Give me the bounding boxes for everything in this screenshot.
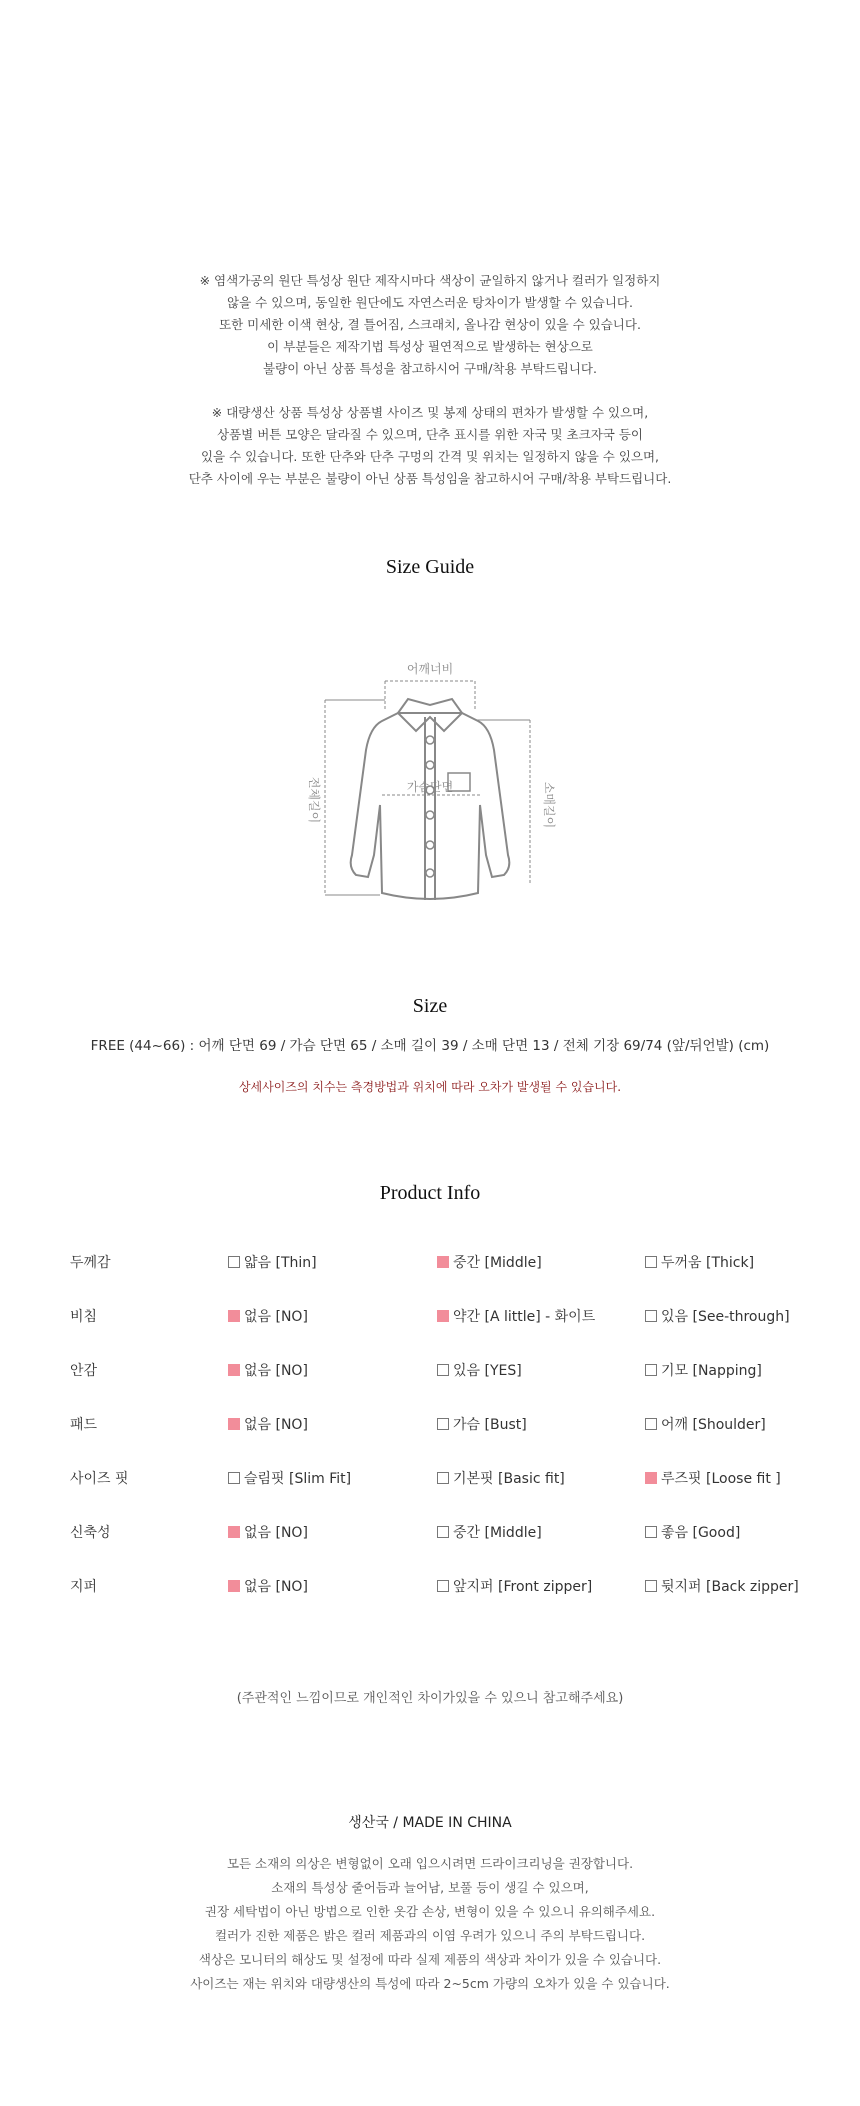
notice-line: 단추 사이에 우는 부분은 불량이 아닌 상품 특성임을 참고하시어 구매/착용 부탁드립니다. [188, 471, 672, 486]
checked-box-icon [228, 1310, 240, 1322]
info-option [437, 1468, 565, 1488]
shoulder-label: 어깨너비 [406, 662, 454, 676]
info-option [437, 1306, 595, 1326]
info-option-text: 뒷지퍼 [Back zipper] [661, 1579, 799, 1595]
info-option-text: 기모 [Napping] [661, 1363, 762, 1379]
checked-box-icon [645, 1472, 657, 1484]
length-label: 전체길이 [307, 776, 321, 824]
unchecked-box-icon [645, 1580, 657, 1592]
care-line: 컬러가 진한 제품은 밝은 컬러 제품과의 이염 우려가 있으니 주의 부탁드립니다. [214, 1928, 646, 1943]
unchecked-box-icon [645, 1256, 657, 1268]
info-row [0, 1522, 860, 1546]
notice-line: 불량이 아닌 상품 특성을 참고하시어 구매/착용 부탁드립니다. [263, 361, 597, 376]
info-row [0, 1576, 860, 1600]
care-instructions [0, 1852, 860, 1996]
info-row-label: 안감 [70, 1363, 98, 1379]
info-row [0, 1252, 860, 1276]
info-option [645, 1360, 762, 1380]
product-info-note: (주관적인 느낌이므로 개인적인 차이가있을 수 있으니 참고해주세요) [236, 1691, 624, 1706]
info-option-text: 두꺼움 [Thick] [661, 1255, 755, 1271]
unchecked-box-icon [437, 1580, 449, 1592]
info-option-text: 약간 [A little] - 화이트 [453, 1309, 596, 1325]
info-row [0, 1414, 860, 1438]
info-row-label: 두께감 [70, 1255, 111, 1271]
info-option-text: 가슴 [Bust] [453, 1417, 527, 1433]
info-option-text: 좋음 [Good] [661, 1525, 741, 1541]
checked-box-icon [228, 1364, 240, 1376]
notice-line: 상품별 버튼 모양은 달라질 수 있으며, 단추 표시를 위한 자국 및 초크자국 등이 [217, 427, 643, 442]
unchecked-box-icon [228, 1472, 240, 1484]
info-option [645, 1306, 790, 1326]
checked-box-icon [228, 1580, 240, 1592]
info-row [0, 1306, 860, 1330]
unchecked-box-icon [437, 1472, 449, 1484]
shirt-size-diagram [290, 655, 570, 910]
notice-line: 있을 수 있습니다. 또한 단추와 단추 구멍의 간격 및 위치는 일정하지 않을 수 있으며, [200, 449, 660, 464]
notice-line: 이 부분들은 제작기법 특성상 필연적으로 발생하는 현상으로 [267, 339, 593, 354]
unchecked-box-icon [645, 1310, 657, 1322]
info-option [437, 1576, 592, 1596]
info-option-text: 없음 [NO] [244, 1579, 308, 1595]
info-option-text: 얇음 [Thin] [244, 1255, 317, 1271]
care-line: 권장 세탁법이 아닌 방법으로 인한 옷감 손상, 변형이 있을 수 있으니 유의해주세요. [204, 1904, 656, 1919]
chest-label: 가슴단면 [406, 780, 454, 794]
size-warning: 상세사이즈의 치수는 측경방법과 위치에 따라 오차가 발생될 수 있습니다. [238, 1080, 622, 1094]
info-row-label: 지퍼 [70, 1579, 98, 1595]
info-option-text: 어깨 [Shoulder] [661, 1417, 766, 1433]
unchecked-box-icon [228, 1256, 240, 1268]
info-option [228, 1576, 308, 1596]
info-row [0, 1360, 860, 1384]
size-title: Size [412, 995, 448, 1017]
info-option [437, 1252, 542, 1272]
info-option-text: 슬림핏 [Slim Fit] [244, 1471, 352, 1487]
info-row-label: 비침 [70, 1309, 98, 1325]
size-guide-title: Size Guide [385, 556, 475, 578]
info-option [437, 1360, 522, 1380]
unchecked-box-icon [645, 1418, 657, 1430]
info-option-text: 중간 [Middle] [453, 1255, 542, 1271]
unchecked-box-icon [645, 1526, 657, 1538]
info-option-text: 없음 [NO] [244, 1525, 308, 1541]
info-option [228, 1414, 308, 1434]
info-option [645, 1252, 754, 1272]
info-option-text: 없음 [NO] [244, 1417, 308, 1433]
info-row [0, 1468, 860, 1492]
size-measurements: FREE (44~66) : 어깨 단면 69 / 가슴 단면 65 / 소매 길이 39 / 소매 단면 13 / 전체 기장 69/74 (앞/뒤언발) (cm) [90, 1038, 770, 1054]
info-option [228, 1306, 308, 1326]
info-option [228, 1252, 317, 1272]
checked-box-icon [228, 1526, 240, 1538]
info-row-label: 사이즈 핏 [70, 1471, 129, 1487]
info-option [228, 1468, 351, 1488]
info-option [437, 1414, 527, 1434]
notice-line: 또한 미세한 이색 현상, 결 틀어짐, 스크래치, 올나감 현상이 있을 수 있습니다. [219, 317, 641, 332]
checked-box-icon [437, 1310, 449, 1322]
info-option-text: 없음 [NO] [244, 1363, 308, 1379]
unchecked-box-icon [437, 1364, 449, 1376]
info-option-text: 있음 [YES] [453, 1363, 522, 1379]
care-line: 소재의 특성상 줄어듬과 늘어남, 보풀 등이 생길 수 있으며, [271, 1880, 589, 1895]
info-row-label: 패드 [70, 1417, 98, 1433]
info-option-text: 중간 [Middle] [453, 1525, 542, 1541]
info-option-text: 기본핏 [Basic fit] [453, 1471, 565, 1487]
info-option [228, 1522, 308, 1542]
info-option-text: 있음 [See-through] [661, 1309, 790, 1325]
notice-line: 않을 수 있으며, 동일한 원단에도 자연스러운 탕차이가 발생할 수 있습니다. [227, 295, 633, 310]
notice-line: ※ 염색가공의 원단 특성상 원단 제작시마다 색상이 균일하지 않거나 컬러가 일정하지 [199, 273, 661, 288]
care-line: 색상은 모니터의 해상도 및 설정에 따라 실제 제품의 색상과 차이가 있을 수 있습니다. [198, 1952, 662, 1967]
info-option [228, 1360, 308, 1380]
origin-label: 생산국 / MADE IN CHINA [348, 1815, 512, 1831]
info-option [645, 1522, 740, 1542]
info-option [645, 1576, 799, 1596]
info-option-text: 루즈핏 [Loose fit ] [661, 1471, 781, 1487]
care-line: 사이즈는 재는 위치와 대량생산의 특성에 따라 2~5cm 가량의 오차가 있을 수 있습니다. [190, 1976, 670, 1991]
unchecked-box-icon [645, 1364, 657, 1376]
care-line: 모든 소재의 의상은 변형없이 오래 입으시려면 드라이크리닝을 권장합니다. [226, 1856, 634, 1871]
info-option [645, 1414, 766, 1434]
info-row-label: 신축성 [70, 1525, 111, 1541]
product-info-title: Product Info [379, 1182, 481, 1204]
info-option-text: 앞지퍼 [Front zipper] [453, 1579, 593, 1595]
sleeve-label: 소매길이 [542, 781, 556, 829]
checked-box-icon [228, 1418, 240, 1430]
notice-line: ※ 대량생산 상품 특성상 상품별 사이즈 및 봉제 상태의 편차가 발생할 수 있으며, [211, 405, 649, 420]
unchecked-box-icon [437, 1526, 449, 1538]
info-option [645, 1468, 781, 1488]
checked-box-icon [437, 1256, 449, 1268]
fabric-notice [0, 270, 860, 490]
info-option [437, 1522, 542, 1542]
info-option-text: 없음 [NO] [244, 1309, 308, 1325]
unchecked-box-icon [437, 1418, 449, 1430]
